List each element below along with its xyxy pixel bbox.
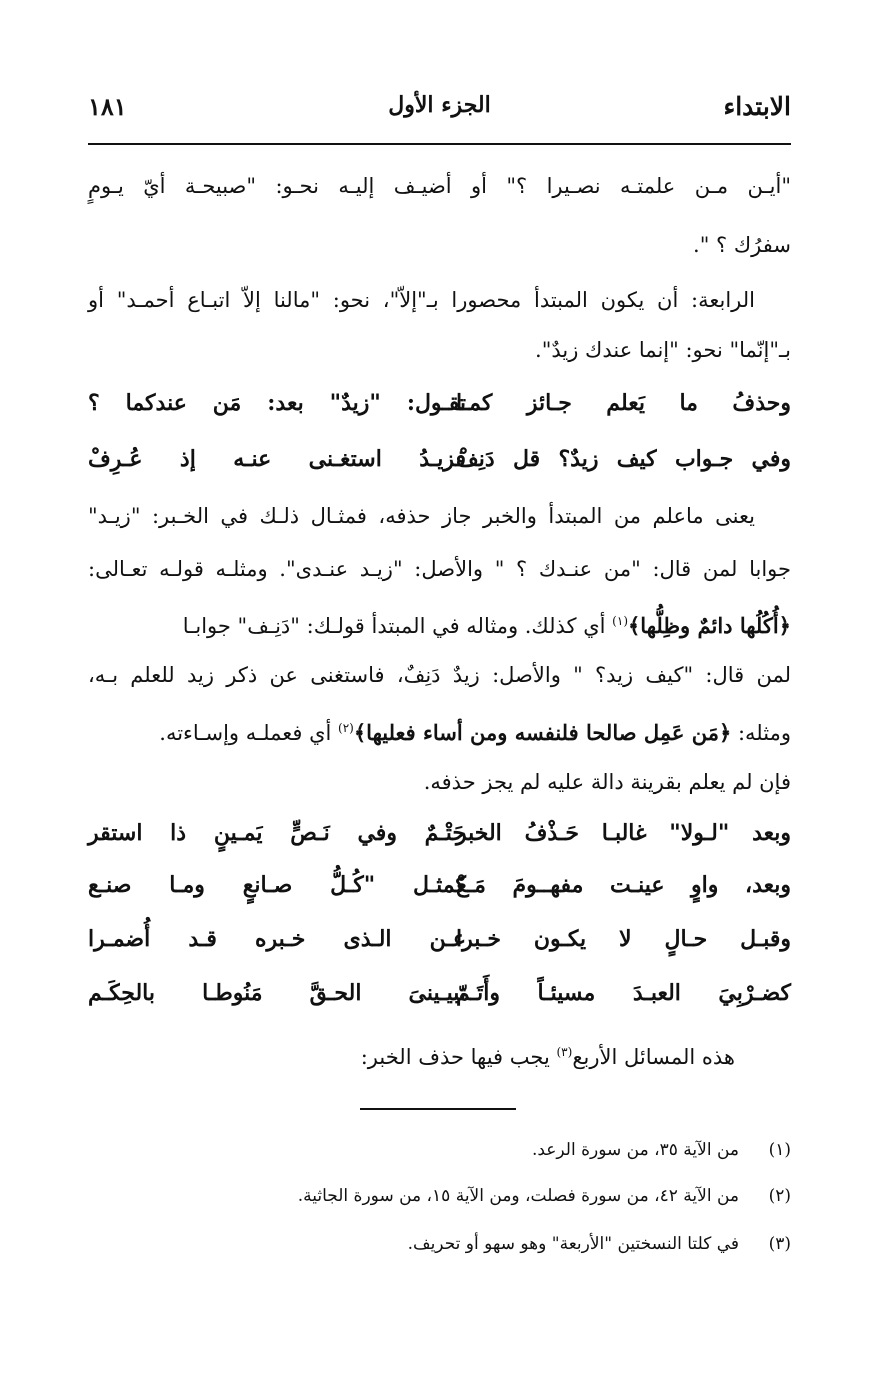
- verse-hemistich-first: كضـرْبِيَ العبـدَ مسيئـاً وأَتَـمّ: [456, 980, 791, 1006]
- verse-hemistich-second: عـن الـذى خـبره قـد أُضمـرا: [88, 926, 466, 952]
- chapter-title: الابتداء: [723, 92, 791, 121]
- text-line: يعنى ماعلم من المبتدأ والخبر جاز حذفه، فمثـال ذلـك في الخـبر: "زيـد": [88, 504, 755, 528]
- verse-hemistich-first: وبعد "لـولا" غالبـا حَـذْفُ الخبر: [456, 820, 791, 846]
- footnote-number: (٣): [768, 1234, 791, 1254]
- footnote-number: (١): [768, 1140, 791, 1160]
- footnote: [298, 1186, 791, 1206]
- footnote-number: (٢): [768, 1186, 791, 1206]
- verse-line: [88, 926, 791, 958]
- text-line: "أيـن مـن علمتـه نصـيرا ؟" أو أضيـف إليـه نحـو: "صبيحـة أيّ يـومٍ: [88, 174, 791, 198]
- page-number: ١٨١: [88, 92, 127, 121]
- footnote-rule: [360, 1108, 516, 1110]
- part-title: الجزء الأول: [388, 92, 491, 118]
- quran-quote: ﴿أُكُلُها دائمٌ وظِلُّها﴾: [628, 613, 791, 638]
- footnote-text: من الآية ٤٢، من سورة فصلت، ومن الآية ١٥، من سورة الجاثية.: [297, 1186, 739, 1206]
- verse-line: [88, 820, 791, 852]
- footnote-text: من الآية ٣٥، من سورة الرعد.: [531, 1140, 739, 1160]
- footnote: [408, 1234, 791, 1254]
- text-line: [88, 1037, 791, 1072]
- verse-hemistich-first: وبعد، واوٍ عينـت مفهــومَ مَـعْ: [456, 872, 791, 898]
- verse-hemistich-first: وقبـل حـالٍ لا يكـون خـبرا: [456, 926, 791, 952]
- text-span: أي فعملـه وإسـاءته.: [159, 721, 339, 745]
- text-line: سفرُك ؟ ".: [693, 233, 791, 257]
- verse-hemistich-second: تقـول: "زيدٌ" بعد: مَن عندكما ؟: [88, 390, 466, 416]
- footnote: [532, 1140, 791, 1160]
- verse-hemistich-second: حَتْـمٌ وفي نَـصٍّ يَمـينٍ ذا استقر: [88, 820, 466, 846]
- footnote-text: في كلتا النسختين "الأربعة" وهو سهو أو تحريف.: [407, 1234, 739, 1254]
- verse-hemistich-second: تبيـينىَ الحـقَّ مَنُوطـا بالحِكَـم: [88, 980, 466, 1006]
- quran-quote: ﴿مَن عَمِل صالحا فلنفسه ومن أساء فعليها﴾: [353, 720, 732, 745]
- verse-hemistich-second: فزيـدُ استغـنى عنـه إذ عُـرِفْ: [88, 446, 466, 472]
- verse-line: [88, 872, 791, 904]
- text-span: هذه المسائل الأربع: [572, 1045, 735, 1069]
- footnote-ref: (٣): [556, 1045, 573, 1059]
- footnote-ref: (١): [612, 614, 628, 628]
- text-line: فإن لم يعلم بقرينة دالة عليه لم يجز حذفه.: [423, 770, 791, 794]
- text-span: يجب فيها حذف الخبر:: [360, 1045, 557, 1069]
- text-span: ومثله:: [731, 721, 791, 745]
- verse-line: [88, 390, 791, 422]
- verse-line: [88, 980, 791, 1012]
- text-line: بـ"إنّما" نحو: "إنما عندك زيدٌ".: [535, 338, 791, 362]
- header-rule: [88, 143, 791, 145]
- verse-hemistich-first: وفي جـواب كيف زيدٌ؟ قل دَنِفْ: [456, 446, 791, 472]
- footnote-ref: (٢): [338, 721, 354, 735]
- text-span: أي كذلك. ومثاله في المبتدأ قولـك: "دَنِـف" جوابـا: [182, 614, 613, 638]
- text-line: [88, 606, 791, 641]
- running-header: [88, 92, 791, 132]
- verse-hemistich-first: وحذفُ ما يَعلم جـائز كمـا: [456, 390, 791, 416]
- text-line: [88, 713, 791, 748]
- text-line: الرابعة: أن يكون المبتدأ محصورا بـ"إلاّ"، نحو: "مالنا إلاّ اتبـاع أحمـد" أو: [88, 288, 755, 312]
- text-line: لمن قال: "كيف زيد؟ " والأصل: زيدٌ دَنِفٌ، فاستغنى عن ذكر زيد للعلم بـه،: [88, 663, 791, 687]
- text-line: جوابا لمن قال: "من عنـدك ؟ " والأصل: "زيـد عنـدى". ومثلـه قولـه تعـالى:: [88, 557, 791, 581]
- verse-line: [88, 446, 791, 478]
- verse-hemistich-second: كمثـل "كُـلُّ صـانعٍ ومـا صنـع: [88, 872, 466, 898]
